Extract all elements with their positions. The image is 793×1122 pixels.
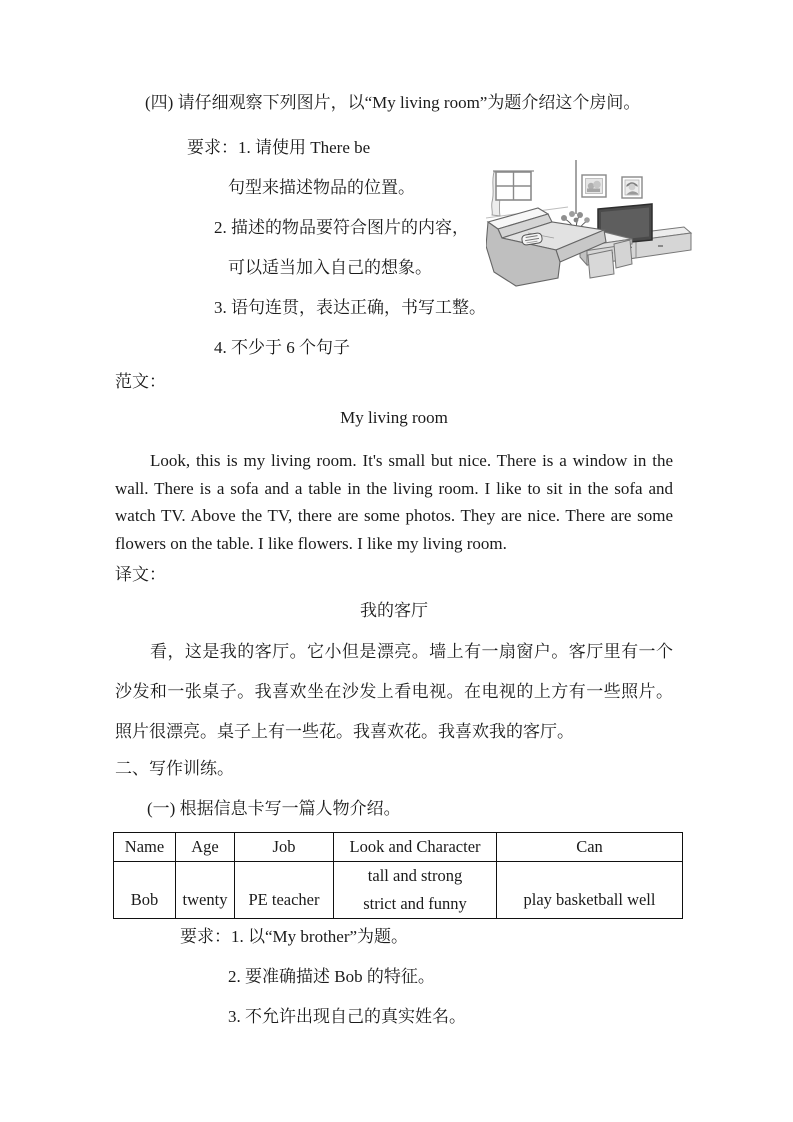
section2-heading: 二、写作训练。	[115, 759, 234, 778]
header-age: Age	[176, 833, 235, 862]
table-header-row	[114, 833, 683, 862]
look-line-1: tall and strong	[367, 866, 463, 885]
ottoman	[588, 250, 614, 278]
sample-essay-label: 范文：	[115, 372, 166, 391]
requirement-line-3: 3. 语句连贯，表达正确，书写工整。	[214, 298, 486, 317]
cell-job: PE teacher	[235, 862, 334, 919]
requirement-line-2: 2. 描述的物品要符合图片的内容，	[214, 218, 469, 237]
requirement-line-4: 4. 不少于 6 个句子	[214, 338, 350, 357]
info-card-table	[113, 832, 683, 919]
header-can: Can	[497, 833, 683, 862]
living-room-illustration	[486, 160, 693, 292]
sample-essay-title: My living room	[340, 408, 448, 427]
sample-essay-body: Look, this is my living room. It's small but nice. There is a window in the wall. There is a sofa and a table in the living room. I like to sit in the sofa and watch TV. Above the TV, there are some photos. They are nice. There are some flowers on the table. I like flowers. I like my living room.	[115, 451, 673, 553]
header-job: Job	[235, 833, 334, 862]
cell-look-and-character	[334, 862, 497, 919]
look-line-2: strict and funny	[363, 894, 467, 913]
photo-frame-1	[582, 175, 606, 197]
requirement-line-2b: 可以适当加入自己的想象。	[228, 258, 432, 277]
translation-label: 译文：	[115, 565, 166, 584]
task1-requirement-2: 2. 要准确描述 Bob 的特征。	[228, 967, 435, 986]
section4-heading: (四) 请仔细观察下列图片，以“My living room”为题介绍这个房间。	[145, 93, 641, 112]
translation-body: 看，这是我的客厅。它小但是漂亮。墙上有一扇窗户。客厅里有一个沙发和一张桌子。我喜欢坐在沙发上看电视。在电视的上方有一些照片。照片很漂亮。桌子上有一些花。我喜欢花。我喜欢我的客厅。	[115, 642, 673, 741]
cell-name: Bob	[114, 862, 176, 919]
section2-task1-heading: (一) 根据信息卡写一篇人物介绍。	[147, 799, 401, 818]
photo-frame-2	[622, 177, 642, 198]
table-row	[114, 862, 683, 919]
requirement-line-1b: 句型来描述物品的位置。	[228, 178, 415, 197]
task1-requirement-1: 要求：1. 以“My brother”为题。	[180, 927, 409, 946]
cell-age: twenty	[176, 862, 235, 919]
header-look-and-character: Look and Character	[334, 833, 497, 862]
translation-title: 我的客厅	[360, 601, 428, 620]
window-icon	[493, 171, 534, 200]
header-name: Name	[114, 833, 176, 862]
task1-requirement-3: 3. 不允许出现自己的真实姓名。	[228, 1007, 466, 1026]
cell-can: play basketball well	[497, 862, 683, 919]
requirement-intro: 要求：1. 请使用 There be	[187, 138, 371, 157]
